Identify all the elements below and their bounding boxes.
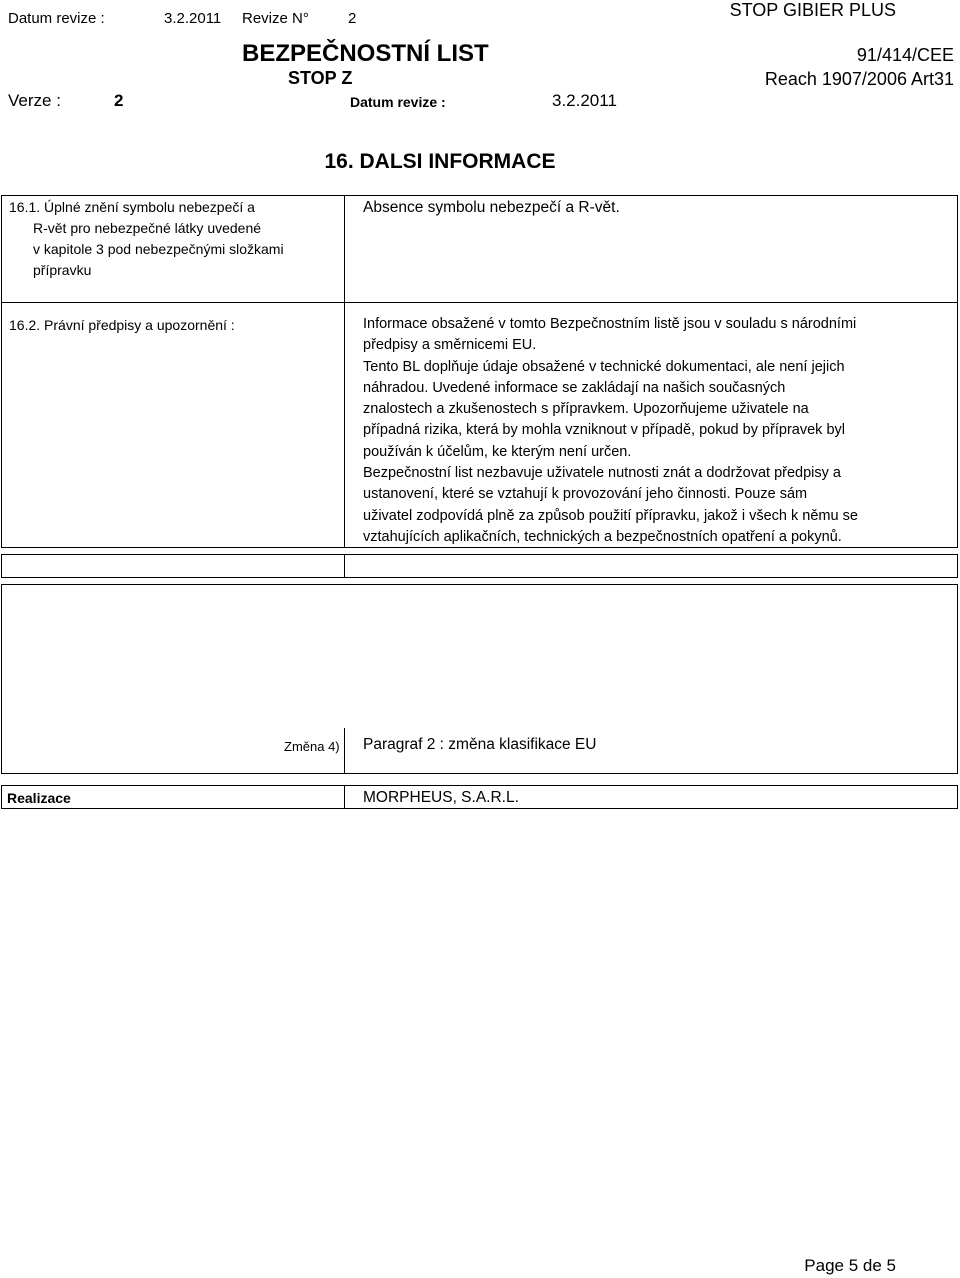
text-line: předpisy a směrnicemi EU. — [363, 337, 537, 354]
verze-value: 2 — [114, 91, 124, 110]
datum-revize-label-2: Datum revize : — [350, 94, 446, 110]
label-line: v kapitole 3 pod nebezpečnými složkami — [33, 241, 284, 257]
datum-revize-value-2: 3.2.2011 — [552, 91, 617, 110]
product-name: STOP GIBIER PLUS — [729, 0, 896, 20]
text-line: Bezpečnostní list nezbavuje uživatele nutnosti znát a dodržovat předpisy a — [363, 465, 841, 482]
change-label: Změna 4) — [284, 739, 340, 754]
section-title: 16. DALSI INFORMACE — [324, 150, 556, 173]
changes-box — [1, 584, 958, 774]
text-line: vztahujících aplikačních, technických a bezpečnostních opatření a pokynů. — [363, 528, 842, 545]
column-divider — [344, 303, 345, 547]
row-16-1 — [1, 195, 958, 303]
row-16-2 — [1, 302, 958, 548]
realizace-label: Realizace — [7, 790, 71, 806]
empty-row — [1, 554, 958, 578]
text-line: používán k účelům, ke kterým není určen. — [363, 443, 632, 460]
text-line: náhradou. Uvedené informace se zakládají na našich současných — [363, 379, 786, 396]
datum-revize-label: Datum revize : — [8, 10, 105, 27]
column-divider — [344, 728, 345, 773]
text-line: ustanovení, které se vztahují k provozování jeho činnosti. Pouze sám — [363, 486, 808, 503]
revize-value: 2 — [348, 10, 357, 27]
row-16-2-label: 16.2. Právní předpisy a upozornění : — [9, 317, 235, 333]
realizace-value: MORPHEUS, S.A.R.L. — [363, 789, 519, 806]
text-line: uživatel zodpovídá plně za způsob použití přípravku, jakož i všech k němu se — [363, 507, 858, 524]
datum-revize-value: 3.2.2011 — [164, 10, 222, 27]
row-16-2-text — [363, 314, 953, 548]
realizace-row — [1, 785, 958, 809]
label-line: R-vět pro nebezpečné látky uvedené — [33, 220, 262, 236]
change-text: Paragraf 2 : změna klasifikace EU — [363, 736, 597, 753]
column-divider — [344, 555, 345, 577]
revize-label: Revize N° — [242, 10, 309, 27]
text-line: Tento BL doplňuje údaje obsažené v technické dokumentaci, ale není jejich — [363, 358, 845, 375]
page-number: Page 5 de 5 — [804, 1256, 896, 1275]
verze-label: Verze : — [8, 91, 61, 110]
document-subtitle: STOP Z — [288, 68, 353, 88]
directive: 91/414/CEE — [856, 45, 954, 65]
regulation: Reach 1907/2006 Art31 — [764, 69, 954, 89]
column-divider — [344, 196, 345, 302]
text-line: Informace obsažené v tomto Bezpečnostním listě jsou v souladu s národními — [363, 316, 857, 332]
text-line: případná rizika, která by mohla vzniknout v případě, pokud by přípravek byl — [363, 422, 845, 439]
column-divider — [344, 786, 345, 808]
row-16-1-text: Absence symbolu nebezpečí a R-vět. — [363, 199, 620, 216]
document-title: BEZPEČNOSTNÍ LIST — [242, 40, 489, 67]
row-16-1-label — [9, 197, 339, 281]
label-line: přípravku — [33, 262, 92, 278]
label-line: 16.1. Úplné znění symbolu nebezpečí a — [9, 199, 255, 215]
text-line: znalostech a zkušenostech s přípravkem. Upozorňujeme uživatele na — [363, 401, 809, 418]
